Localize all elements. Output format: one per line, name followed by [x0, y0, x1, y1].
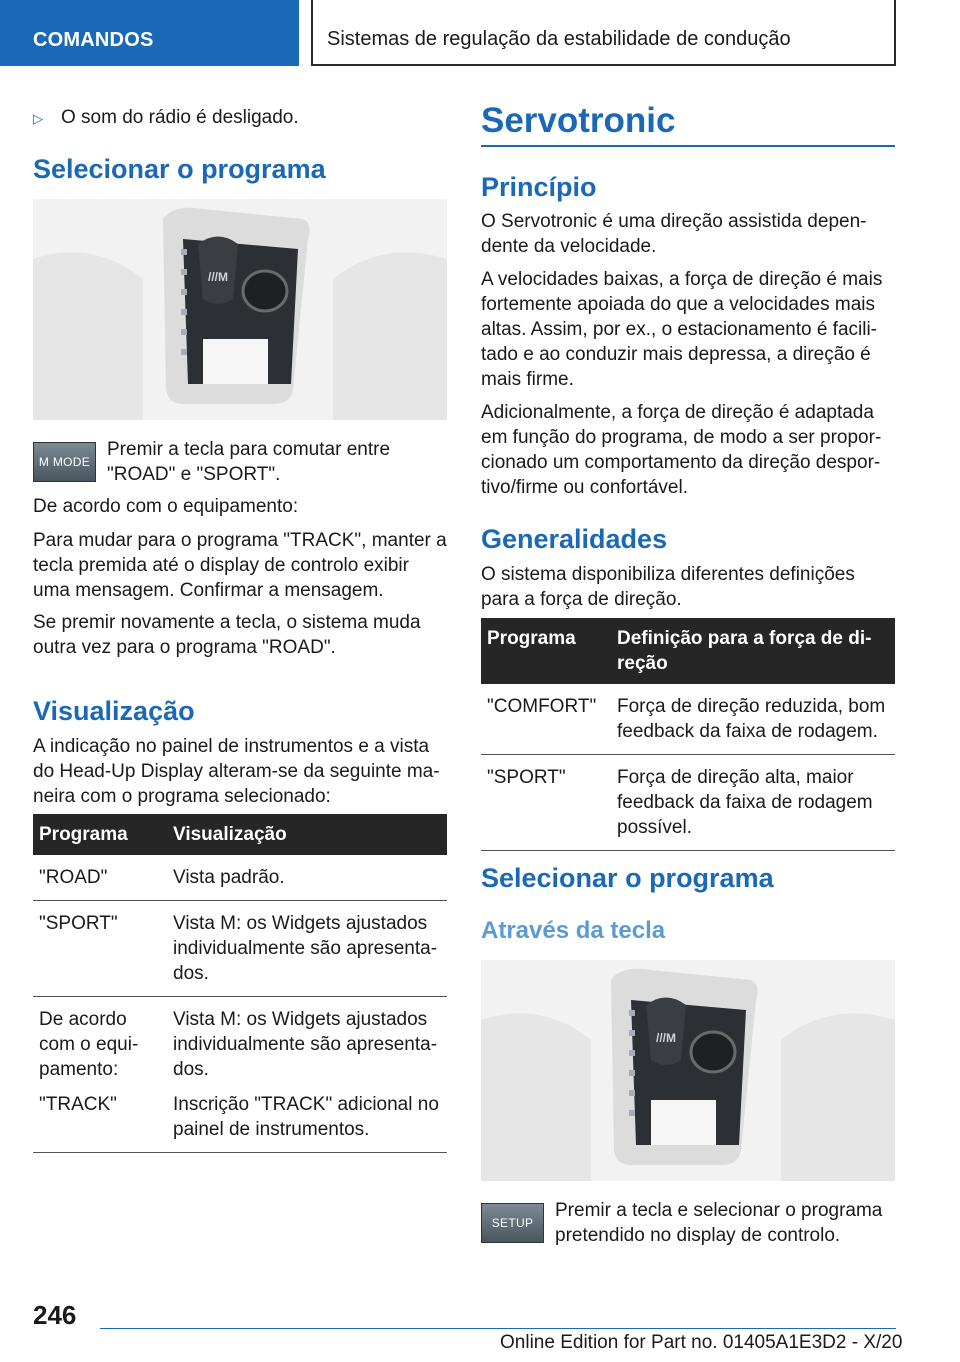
principio-p2-line3: altas. Assim, por ex., o estacionamento é facili- [481, 319, 878, 340]
heading-selecionar-programa-right: Selecionar o programa [481, 863, 774, 893]
controller-photo-left [33, 199, 447, 420]
table-cell: "SPORT" [481, 755, 611, 851]
header-title: Sistemas de regulação da estabilidade de condução [327, 28, 791, 50]
road-line2: outra vez para o programa "ROAD". [33, 637, 336, 658]
visual-paragraph [33, 734, 447, 809]
table-row [33, 855, 447, 901]
steering-table [481, 618, 895, 851]
header-line: reção [617, 653, 668, 674]
servotronic-rule [481, 145, 895, 147]
cell-line: pamento: [39, 1059, 119, 1080]
track-line2: tecla premida até o display de controlo exibir [33, 555, 409, 576]
cell-line: com o equi- [39, 1034, 139, 1055]
m-mode-instruction-line1: Premir a tecla para comutar entre [107, 439, 391, 460]
general-line2: para a força de direção. [481, 589, 682, 610]
cell-line: Força de direção alta, maior [617, 767, 854, 788]
heading-selecionar-programa-left: Selecionar o programa [33, 154, 326, 184]
visual-line2: do Head-Up Display alteram-se da seguinte ma- [33, 761, 440, 782]
track-paragraph [33, 528, 447, 603]
heading-atraves-tecla: Através da tecla [481, 917, 666, 944]
principio-p2-line2: fortemente apoiada do que a velocidades mais [481, 294, 875, 315]
table-header-visualizacao: Visualização [167, 814, 447, 855]
principio-p3-line1: Adicionalmente, a força de direção é adaptada [481, 402, 874, 423]
table-header-definicao [611, 618, 895, 684]
heading-servotronic: Servotronic [481, 101, 676, 140]
table-header-row [33, 814, 447, 855]
table-row [481, 684, 895, 755]
principio-p2-line4: tado e ao conduzir mais depressa, a direção é [481, 344, 871, 365]
cell-line: feedback da faixa de rodagem. [617, 721, 878, 742]
cell-line: Inscrição "TRACK" adicional no [173, 1094, 439, 1115]
table-cell [167, 997, 447, 1153]
bullet-triangle-icon: ▷ [33, 111, 43, 126]
cell-line: Força de direção reduzida, bom [617, 696, 886, 717]
visual-line1: A indicação no painel de instrumentos e a vista [33, 736, 430, 757]
principio-p2-line5: mais firme. [481, 369, 574, 390]
principio-p3-line3: cionado um comportamento da direção despor- [481, 452, 881, 473]
cell-line: individualmente são apresenta- [173, 1034, 438, 1055]
header-title-box [311, 0, 896, 66]
m-mode-instruction-line2: "ROAD" e "SPORT". [107, 464, 281, 485]
table-cell: "COMFORT" [481, 684, 611, 755]
cell-line: "TRACK" [39, 1094, 117, 1115]
visual-table-wrap [33, 814, 447, 1153]
principio-p1-line1: O Servotronic é uma direção assistida depen- [481, 211, 867, 232]
controller-photo-right [481, 960, 895, 1181]
principio-p2 [481, 267, 895, 392]
principio-p1-line2: dente da velocidade. [481, 236, 657, 257]
cell-line: Vista M: os Widgets ajustados [173, 1009, 428, 1030]
header-section-label: COMANDOS [33, 29, 154, 51]
cell-line: dos. [173, 1059, 209, 1080]
svg-text:///M: ///M [656, 1031, 676, 1045]
table-header-programa: Programa [33, 814, 167, 855]
cell-line: feedback da faixa de rodagem [617, 792, 873, 813]
visual-table [33, 814, 447, 1153]
heading-visualizacao: Visualização [33, 696, 195, 726]
track-line1: Para mudar para o programa "TRACK", manter a [33, 530, 447, 551]
cell-line: possível. [617, 817, 692, 838]
setup-instruction-line2: pretendido no display de controlo. [555, 1225, 841, 1246]
setup-key-icon: SETUP [481, 1203, 544, 1243]
principio-p3 [481, 400, 895, 500]
heading-generalidades: Generalidades [481, 524, 668, 554]
table-row [33, 997, 447, 1153]
general-line1: O sistema disponibiliza diferentes definições [481, 564, 855, 585]
cell-line: individualmente são apresenta- [173, 938, 438, 959]
principio-p3-line2: em função do programa, de modo a ser propor- [481, 427, 882, 448]
table-cell: "SPORT" [33, 901, 167, 997]
cell-line: dos. [173, 963, 209, 984]
cell-line: painel de instrumentos. [173, 1119, 370, 1140]
table-row [33, 901, 447, 997]
equipment-note: De acordo com o equipamento: [33, 496, 299, 517]
road-line1: Se premir novamente a tecla, o sistema muda [33, 612, 421, 633]
table-cell [33, 997, 167, 1153]
header-line: Definição para a força de di- [617, 628, 872, 649]
table-header-programa: Programa [481, 618, 611, 684]
cell-line: Vista M: os Widgets ajustados [173, 913, 428, 934]
table-row [481, 755, 895, 851]
steering-table-wrap [481, 618, 895, 851]
table-cell [167, 901, 447, 997]
principio-p1 [481, 209, 895, 259]
m-mode-instruction [107, 437, 447, 487]
bullet-item [33, 105, 447, 131]
table-cell: Vista padrão. [167, 855, 447, 901]
table-cell [611, 684, 895, 755]
road-paragraph [33, 610, 447, 660]
m-mode-key-icon: M MODE [33, 442, 96, 482]
principio-p3-line4: tivo/firme ou confortável. [481, 477, 688, 498]
setup-instruction-line1: Premir a tecla e selecionar o programa [555, 1200, 883, 1221]
general-paragraph [481, 562, 895, 612]
heading-principio: Princípio [481, 172, 597, 202]
table-cell [611, 755, 895, 851]
setup-instruction [555, 1198, 895, 1248]
footer-rule [100, 1328, 896, 1329]
visual-line3: neira com o programa selecionado: [33, 786, 331, 807]
cell-line: De acordo [39, 1009, 127, 1030]
bullet-text: O som do rádio é desligado. [61, 107, 299, 128]
table-cell: "ROAD" [33, 855, 167, 901]
header-section-tab [0, 0, 299, 66]
principio-p2-line1: A velocidades baixas, a força de direção é mais [481, 269, 883, 290]
svg-text:///M: ///M [208, 270, 228, 284]
track-line3: uma mensagem. Confirmar a mensagem. [33, 580, 384, 601]
footer-edition: Online Edition for Part no. 01405A1E3D2 - X/20 [500, 1332, 903, 1353]
table-header-row [481, 618, 895, 684]
page-number: 246 [33, 1300, 77, 1330]
